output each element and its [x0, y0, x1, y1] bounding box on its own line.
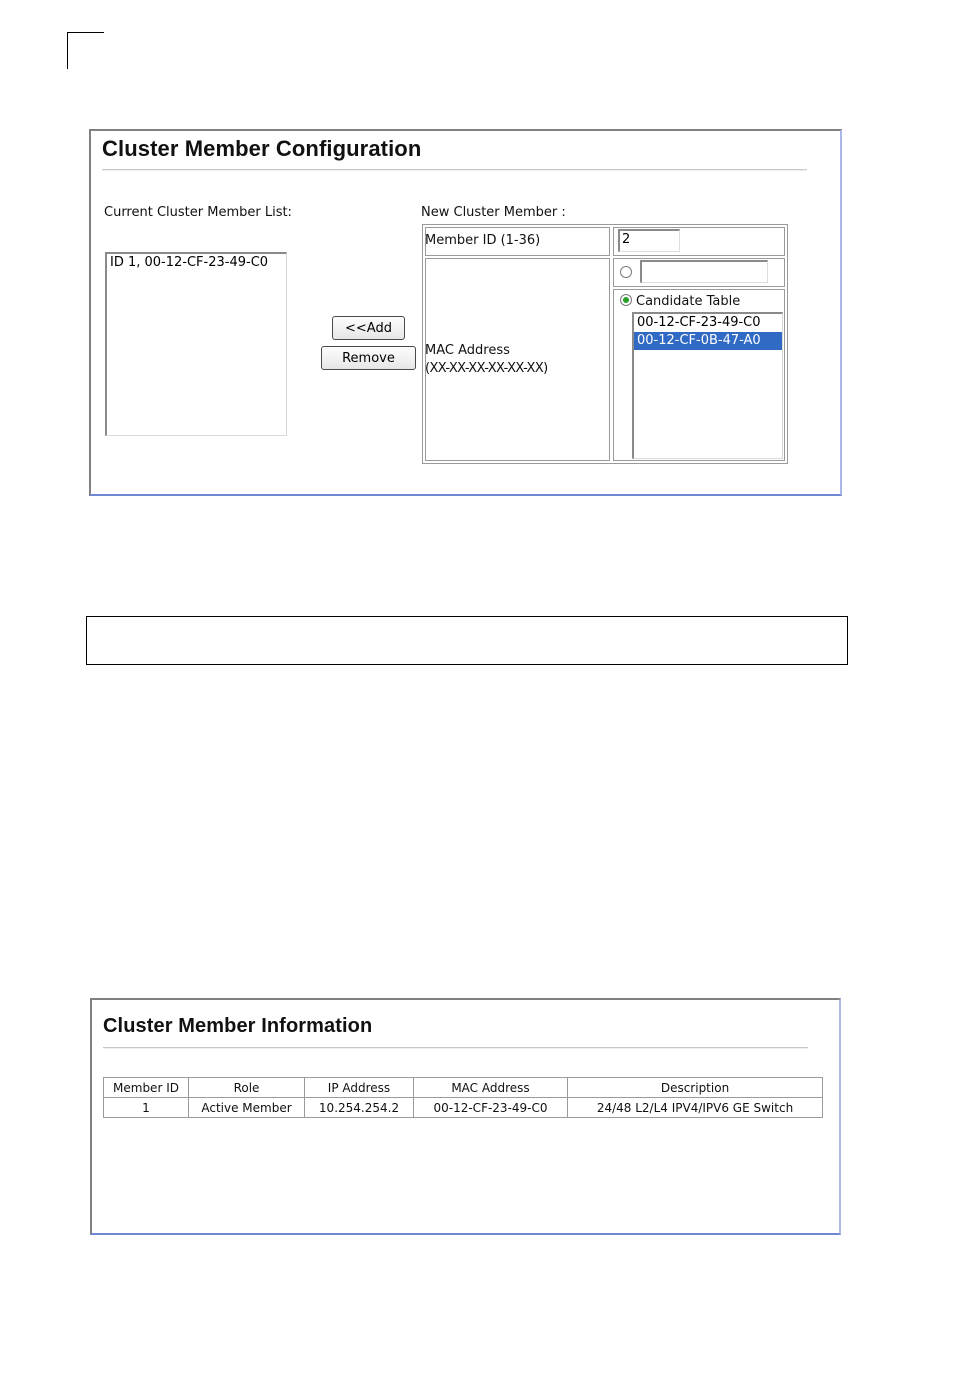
description-cell: 24/48 L2/L4 IPV4/IPV6 GE Switch [568, 1098, 823, 1118]
column-header: Member ID [104, 1078, 189, 1098]
column-header: Role [189, 1078, 305, 1098]
page-corner-mark [67, 32, 104, 69]
mac-address-format: (XX-XX-XX-XX-XX-XX) [425, 361, 548, 376]
ip-address-cell: 10.254.254.2 [305, 1098, 414, 1118]
current-cluster-member-list[interactable] [105, 252, 287, 436]
column-header: IP Address [305, 1078, 414, 1098]
mac-address-label-cell [425, 258, 610, 461]
candidate-table-radio[interactable] [620, 294, 632, 306]
list-item-selected[interactable]: 00-12-CF-0B-47-A0 [634, 332, 782, 350]
table-header-row [104, 1078, 823, 1098]
new-member-label: New Cluster Member : [421, 205, 566, 220]
current-list-label: Current Cluster Member List: [104, 205, 292, 220]
mac-address-input[interactable] [640, 260, 768, 283]
candidate-table-list[interactable] [632, 312, 783, 459]
list-item[interactable]: ID 1, 00-12-CF-23-49-C0 [110, 255, 269, 270]
list-item[interactable]: 00-12-CF-23-49-C0 [637, 315, 761, 330]
info-title-divider [103, 1047, 808, 1049]
cluster-member-information-panel [90, 998, 841, 1235]
member-id-cell: 1 [104, 1098, 189, 1118]
title-divider [102, 169, 807, 171]
member-id-field[interactable]: 2 [618, 229, 680, 252]
member-id-label: Member ID (1-36) [425, 233, 541, 248]
add-button[interactable]: <<Add [332, 316, 405, 340]
role-cell: Active Member [189, 1098, 305, 1118]
mac-manual-radio[interactable] [620, 266, 632, 278]
mac-address-cell: 00-12-CF-23-49-C0 [414, 1098, 568, 1118]
column-header: MAC Address [414, 1078, 568, 1098]
info-title: Cluster Member Information [103, 1015, 373, 1037]
cluster-member-configuration-panel [89, 129, 842, 496]
remove-button[interactable]: Remove [321, 346, 416, 370]
mac-address-label: MAC Address [425, 343, 510, 358]
column-header: Description [568, 1078, 823, 1098]
candidate-table-label: Candidate Table [636, 294, 741, 309]
note-box [86, 616, 848, 665]
table-row [104, 1098, 823, 1118]
page-title: Cluster Member Configuration [102, 136, 422, 161]
member-info-table [103, 1077, 823, 1118]
